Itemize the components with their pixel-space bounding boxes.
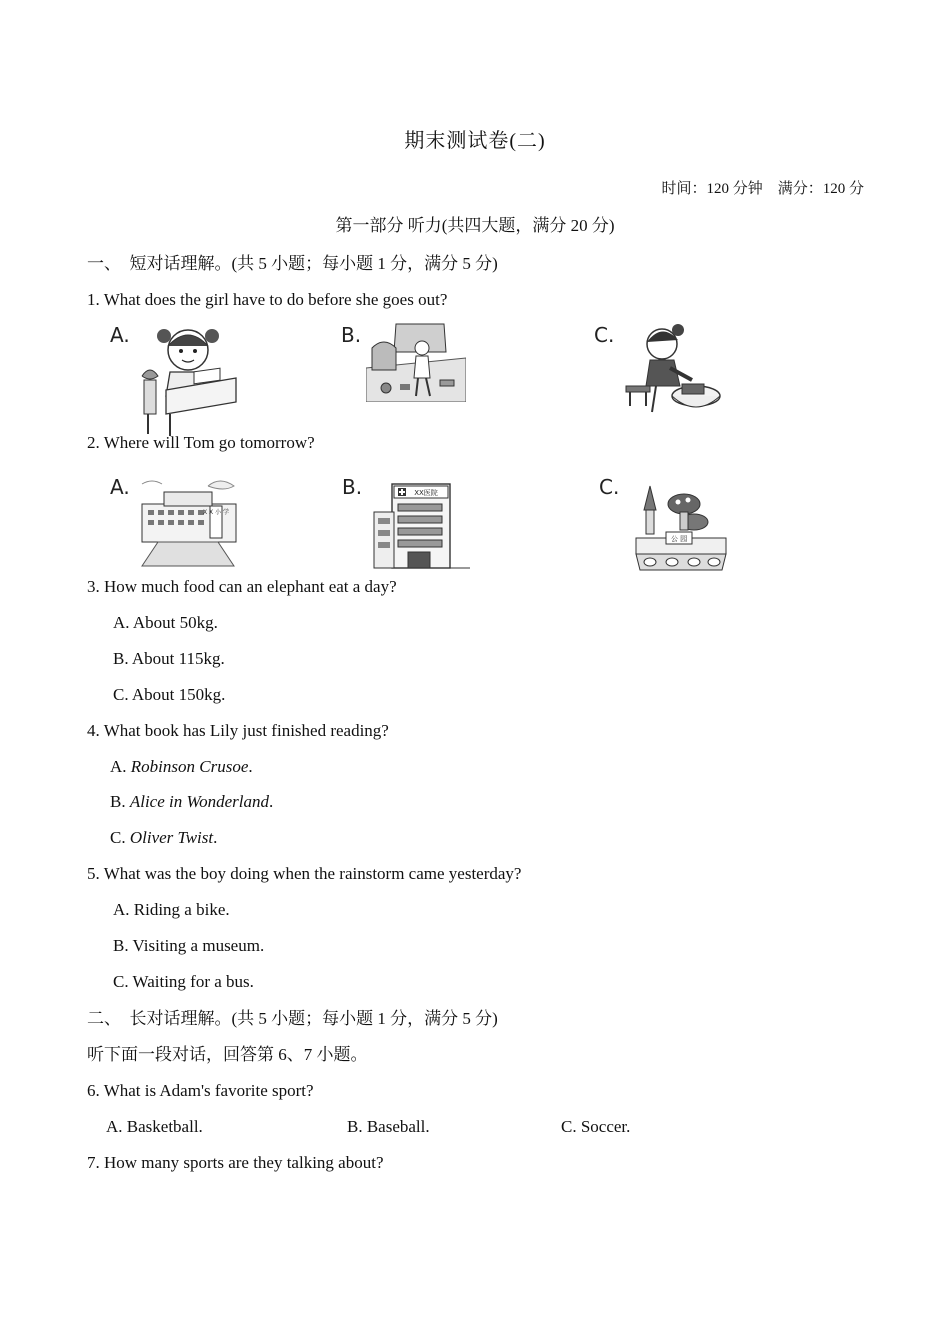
school-sign: X X 小 学 — [203, 509, 229, 516]
question-2: 2. Where will Tom go tomorrow? — [87, 433, 315, 452]
section-1-heading: 一、 短对话理解。(共 5 小题；每小题 1 分，满分 5 分) — [87, 254, 498, 273]
q5-option-c: C. Waiting for a bus. — [113, 972, 254, 991]
q6-option-b: B. Baseball. — [347, 1117, 430, 1136]
q4-option-c-title: Oliver Twist — [129, 828, 214, 847]
q4-option-c: C. Oliver Twist. — [110, 828, 218, 847]
hospital-sign: XX医院 — [414, 489, 438, 497]
question-1: 1. What does the girl have to do before she goes out? — [87, 290, 448, 309]
q3-option-b: B. About 115kg. — [113, 649, 225, 668]
section-2-heading: 二、 长对话理解。(共 5 小题；每小题 1 分，满分 5 分) — [87, 1009, 498, 1028]
park-sign: 公 园 — [670, 535, 688, 543]
q2-picture-b-hospital — [372, 482, 470, 570]
q3-option-c: C. About 150kg. — [113, 685, 226, 704]
q5-option-b: B. Visiting a museum. — [113, 936, 265, 955]
exam-meta: 时间：120 分钟 满分：120 分 — [661, 181, 864, 197]
q2-picture-a-school — [138, 476, 240, 568]
q4-option-a-title: Robinson Crusoe — [130, 757, 249, 776]
part-heading: 第一部分 听力(共四大题，满分 20 分) — [335, 216, 615, 235]
q3-option-a: A. About 50kg. — [113, 613, 218, 632]
q2-picture-c-park — [632, 482, 728, 574]
q6-option-a: A. Basketball. — [106, 1117, 203, 1136]
q1-picture-a — [136, 318, 238, 436]
q2-label-c: C. — [599, 475, 620, 499]
q6-option-c: C. Soccer. — [561, 1117, 631, 1136]
q1-picture-b — [366, 322, 466, 402]
q4-option-b: B. Alice in Wonderland. — [110, 792, 274, 811]
q1-label-a: A. — [110, 323, 130, 347]
question-5: 5. What was the boy doing when the rainstorm came yesterday? — [87, 864, 522, 883]
page-title: 期末测试卷(二) — [404, 130, 546, 152]
question-3: 3. How much food can an elephant eat a day? — [87, 577, 397, 596]
q4-option-a: A. Robinson Crusoe. — [110, 757, 253, 776]
q1-picture-c — [622, 320, 722, 418]
q2-label-a: A. — [110, 475, 130, 499]
q5-option-a: A. Riding a bike. — [113, 900, 230, 919]
question-6: 6. What is Adam's favorite sport? — [87, 1081, 314, 1100]
section-2-instruction: 听下面一段对话，回答第 6、7 小题。 — [87, 1045, 368, 1064]
question-4: 4. What book has Lily just finished reading? — [87, 721, 389, 740]
q2-label-b: B. — [342, 475, 363, 499]
q1-label-b: B. — [341, 323, 362, 347]
q1-label-c: C. — [594, 323, 615, 347]
question-7: 7. How many sports are they talking about? — [87, 1153, 384, 1172]
q4-option-b-title: Alice in Wonderland — [129, 792, 269, 811]
